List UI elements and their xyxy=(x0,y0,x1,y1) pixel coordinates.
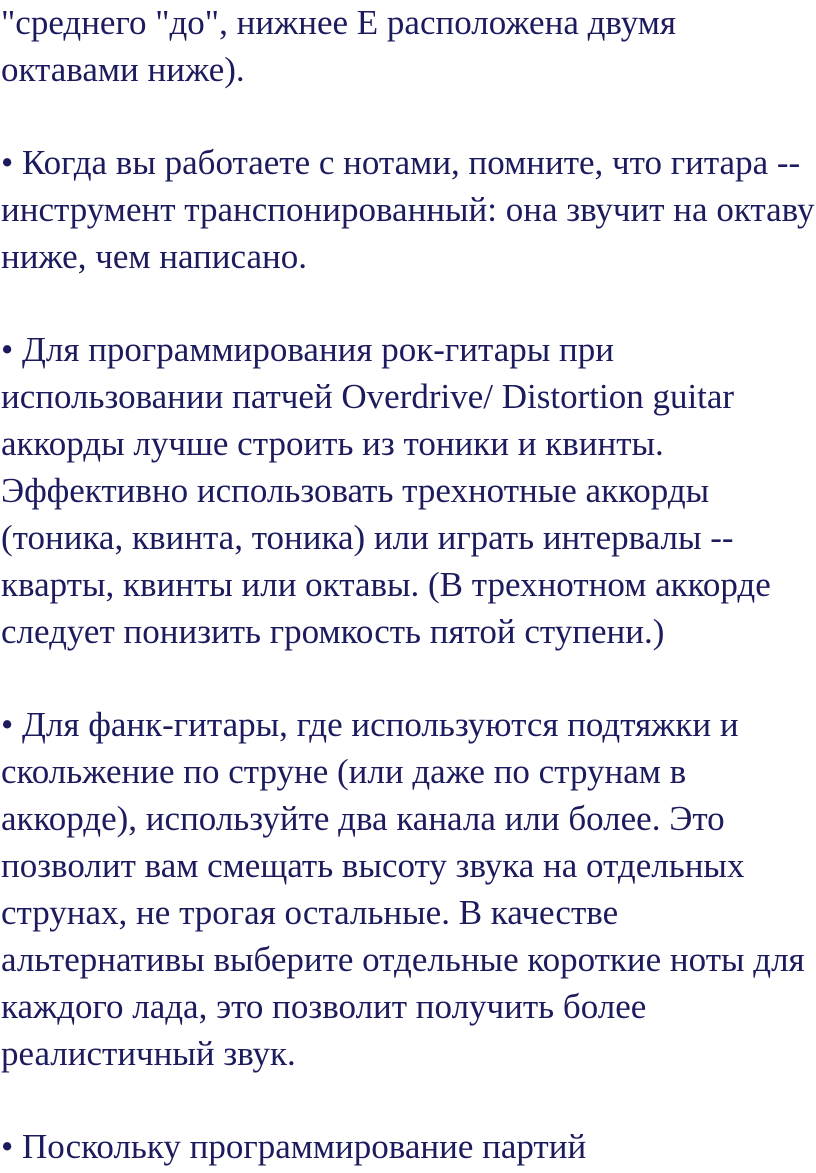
text-line: кварты, квинты или октавы. (В трехнотном аккорде xyxy=(1,565,771,604)
text-line: Эффективно использовать трехнотные аккорды xyxy=(1,471,710,510)
text-line: скольжение по струне (или даже по струнам в xyxy=(1,752,687,791)
text-line: следует понизить громкость пятой ступени.) xyxy=(1,612,665,651)
text-line: октавами ниже). xyxy=(1,50,245,89)
text-line: аккорде), используйте два канала или более. Это xyxy=(1,799,725,838)
bullet-item-programming-parts: • Поскольку программирование партий xyxy=(1,1127,587,1166)
text-line: позволит вам смещать высоту звука на отдельных xyxy=(1,846,745,885)
text-line: инструмент транспонированный: она звучит на октаву xyxy=(1,190,815,229)
bullet-item-transposition: • Когда вы работаете с нотами, помните, что гитара -- xyxy=(1,143,801,182)
text-line: аккорды лучше строить из тоники и квинты. xyxy=(1,424,664,463)
bullet-item-funk-guitar: • Для фанк-гитары, где используются подтяжки и xyxy=(1,705,739,744)
text-line: альтернативы выберите отдельные короткие ноты для xyxy=(1,940,805,979)
text-line: каждого лада, это позволит получить более xyxy=(1,987,647,1026)
text-line: (тоника, квинта, тоника) или играть интервалы -- xyxy=(1,518,734,557)
text-line: струнах, не трогая остальные. В качестве xyxy=(1,893,619,932)
bullet-item-rock-guitar: • Для программирования рок-гитары при xyxy=(1,330,614,369)
text-line: "среднего "до", нижнее Е расположена двумя xyxy=(1,3,677,42)
text-line: использовании патчей Overdrive/ Distortion guitar xyxy=(1,377,735,416)
text-line: ниже, чем написано. xyxy=(1,237,307,276)
text-line: реалистичный звук. xyxy=(1,1034,296,1073)
